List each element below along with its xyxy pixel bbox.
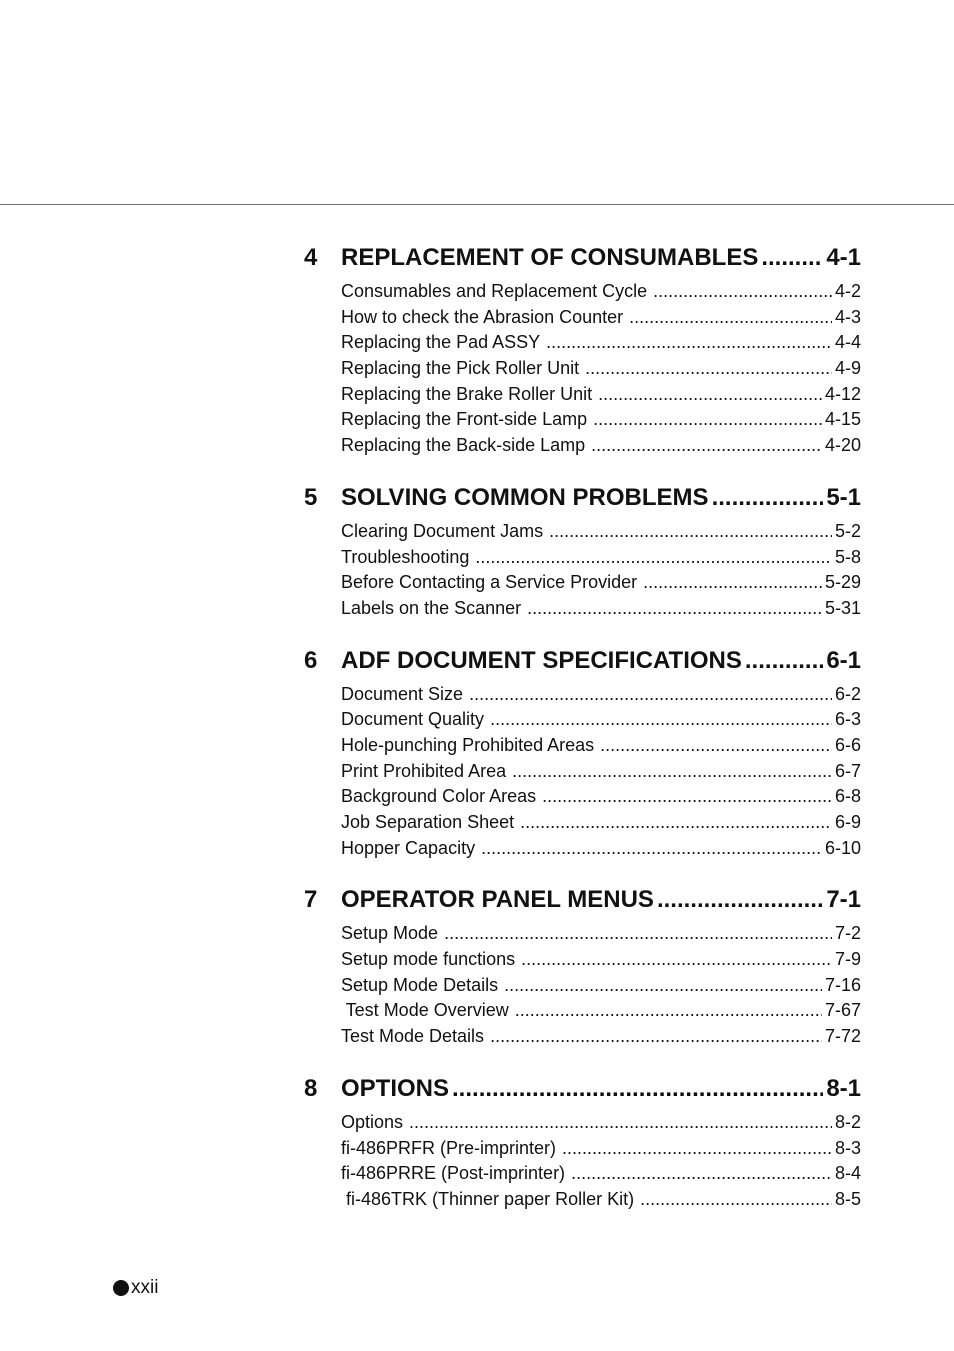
page-number-roman: xxii (131, 1277, 159, 1298)
entry-title: Hopper Capacity (341, 837, 476, 858)
toc-entry[interactable] (341, 1024, 861, 1050)
entry-page-number: 6-2 (834, 683, 861, 704)
toc-entry[interactable] (341, 305, 861, 331)
entry-page-number: 7-9 (834, 949, 861, 970)
entry-title: Print Prohibited Area (341, 760, 507, 781)
chapter-page-number: 6-1 (826, 646, 861, 674)
toc-entry[interactable] (341, 407, 861, 433)
chapter-heading[interactable] (304, 643, 861, 679)
dot-leader (657, 882, 823, 918)
toc-entry[interactable] (341, 596, 861, 622)
dot-leader (409, 1110, 832, 1136)
toc-chapter-4 (304, 240, 861, 459)
chapter-title: REPLACEMENT OF CONSUMABLES (341, 244, 759, 271)
toc-entry[interactable] (341, 1136, 861, 1162)
entry-page-number: 6-7 (834, 760, 861, 781)
entry-title: Replacing the Pad ASSY (341, 332, 541, 353)
dot-leader (640, 1187, 832, 1213)
toc-chapter-7 (304, 882, 861, 1049)
entry-page-number: 4-4 (834, 332, 861, 353)
chapter-entries (341, 519, 861, 622)
entry-title: Replacing the Front-side Lamp (341, 409, 588, 430)
dot-leader (512, 759, 832, 785)
page-folio (113, 1277, 158, 1299)
toc-entry[interactable] (341, 433, 861, 459)
entry-page-number: 7-67 (824, 1000, 861, 1021)
toc-entry[interactable] (341, 998, 861, 1024)
entry-title: Consumables and Replacement Cycle (341, 281, 648, 301)
dot-leader (585, 356, 832, 382)
dot-leader (542, 784, 832, 810)
entry-title: Document Size (341, 683, 464, 704)
entry-page-number: 6-6 (834, 734, 861, 755)
bullet-icon (113, 1280, 129, 1296)
entry-title: Test Mode Details (341, 1026, 485, 1047)
dot-leader (653, 279, 832, 305)
toc-entry[interactable] (341, 545, 861, 571)
toc-chapter-6 (304, 643, 861, 862)
entry-page-number: 5-31 (824, 597, 861, 618)
chapter-title: OPTIONS (341, 1074, 450, 1102)
dot-leader (761, 240, 823, 276)
toc-entry[interactable] (341, 973, 861, 999)
entry-title: Options (341, 1111, 404, 1132)
entry-title: Replacing the Pick Roller Unit (341, 358, 580, 379)
entry-page-number: 4-20 (824, 435, 861, 456)
dot-leader (571, 1161, 832, 1187)
toc-entry[interactable] (341, 682, 861, 708)
chapter-number: 8 (304, 1074, 318, 1102)
dot-leader (475, 545, 832, 571)
entry-title: Replacing the Back-side Lamp (341, 435, 586, 456)
dot-leader (593, 407, 822, 433)
dot-leader (527, 596, 822, 622)
entry-title: Setup Mode Details (341, 974, 499, 995)
toc-entry[interactable] (341, 1187, 861, 1213)
chapter-heading[interactable] (304, 480, 861, 516)
chapter-entries (341, 682, 861, 862)
dot-leader (549, 519, 832, 545)
dot-leader (600, 733, 832, 759)
chapter-page-number: 4-1 (826, 244, 861, 271)
toc-entry[interactable] (341, 733, 861, 759)
toc-entry[interactable] (341, 707, 861, 733)
entry-title: fi-486PRFR (Pre-imprinter) (341, 1137, 557, 1158)
dot-leader (452, 1071, 823, 1107)
chapter-entries (341, 921, 861, 1049)
chapter-title: ADF DOCUMENT SPECIFICATIONS (341, 646, 742, 674)
chapter-heading[interactable] (304, 240, 861, 276)
entry-page-number: 7-2 (834, 923, 861, 944)
dot-leader (469, 682, 832, 708)
chapter-number: 4 (304, 244, 318, 271)
entry-title: Before Contacting a Service Provider (341, 572, 638, 593)
entry-page-number: 6-3 (834, 709, 861, 730)
chapter-entries (341, 279, 861, 459)
toc-entry[interactable] (341, 947, 861, 973)
chapter-number: 7 (304, 886, 318, 914)
entry-page-number: 8-2 (834, 1111, 861, 1132)
entry-page-number: 8-4 (834, 1163, 861, 1184)
toc-entry[interactable] (341, 784, 861, 810)
toc-entry[interactable] (341, 1161, 861, 1187)
dot-leader (515, 998, 822, 1024)
dot-leader (629, 305, 832, 331)
entry-title: Job Separation Sheet (341, 812, 515, 832)
entry-title: Setup Mode (341, 923, 439, 944)
entry-page-number: 4-12 (824, 383, 861, 404)
chapter-title: OPERATOR PANEL MENUS (341, 886, 654, 914)
toc-entry[interactable] (341, 836, 861, 862)
toc-entry[interactable] (341, 921, 861, 947)
toc-entry[interactable] (341, 330, 861, 356)
entry-title: Clearing Document Jams (341, 520, 544, 541)
entry-page-number: 4-3 (834, 306, 861, 327)
dot-leader (591, 433, 822, 459)
entry-page-number: 8-3 (834, 1137, 861, 1158)
chapter-page-number: 5-1 (826, 483, 861, 511)
toc-entry[interactable] (341, 810, 861, 836)
entry-title: fi-486PRRE (Post-imprinter) (341, 1163, 566, 1184)
dot-leader (521, 947, 832, 973)
dot-leader (444, 921, 832, 947)
dot-leader (490, 707, 832, 733)
chapter-entries (341, 1110, 861, 1213)
toc-entry[interactable] (341, 570, 861, 596)
entry-title: How to check the Abrasion Counter (341, 306, 624, 327)
entry-title: Labels on the Scanner (341, 597, 522, 618)
dot-leader (562, 1136, 832, 1162)
dot-leader (520, 810, 832, 836)
toc-entry[interactable] (341, 1110, 861, 1136)
entry-page-number: 7-72 (824, 1026, 861, 1047)
chapter-number: 5 (304, 483, 318, 511)
toc-chapter-5 (304, 480, 861, 622)
entry-title: Replacing the Brake Roller Unit (341, 383, 593, 404)
entry-title: fi-486TRK (Thinner paper Roller Kit) (341, 1188, 635, 1209)
chapter-heading[interactable] (304, 882, 861, 918)
toc-entry[interactable] (341, 382, 861, 408)
dot-leader (745, 643, 823, 679)
entry-page-number: 5-8 (834, 546, 861, 567)
entry-page-number: 4-2 (834, 281, 861, 301)
toc-entry[interactable] (341, 759, 861, 785)
entry-title: Document Quality (341, 709, 485, 730)
chapter-number: 6 (304, 646, 318, 674)
entry-title: Setup mode functions (341, 949, 516, 970)
entry-page-number: 4-15 (824, 409, 861, 430)
toc-entry[interactable] (341, 356, 861, 382)
dot-leader (643, 570, 822, 596)
chapter-heading[interactable] (304, 1071, 861, 1107)
entry-page-number: 5-29 (824, 572, 861, 593)
dot-leader (481, 836, 822, 862)
entry-title: Hole-punching Prohibited Areas (341, 734, 595, 755)
entry-page-number: 5-2 (834, 520, 861, 541)
dot-leader (504, 973, 822, 999)
dot-leader (712, 480, 824, 516)
entry-title: Troubleshooting (341, 546, 470, 567)
chapter-page-number: 8-1 (826, 1074, 861, 1102)
toc-entry[interactable] (341, 279, 861, 305)
entry-page-number: 4-9 (834, 358, 861, 379)
dot-leader (490, 1024, 822, 1050)
header-rule (0, 204, 954, 205)
toc-chapter-8 (304, 1071, 861, 1213)
entry-page-number: 7-16 (824, 974, 861, 995)
entry-page-number: 6-8 (834, 786, 861, 807)
entry-page-number: 8-5 (834, 1188, 861, 1209)
toc-entry[interactable] (341, 519, 861, 545)
dot-leader (546, 330, 832, 356)
entry-title: Test Mode Overview (341, 1000, 509, 1021)
table-of-contents (304, 240, 861, 1234)
entry-page-number: 6-9 (834, 812, 861, 832)
dot-leader (598, 382, 822, 408)
chapter-title: SOLVING COMMON PROBLEMS (341, 483, 709, 511)
chapter-page-number: 7-1 (826, 886, 861, 914)
entry-page-number: 6-10 (824, 837, 861, 858)
entry-title: Background Color Areas (341, 786, 537, 807)
